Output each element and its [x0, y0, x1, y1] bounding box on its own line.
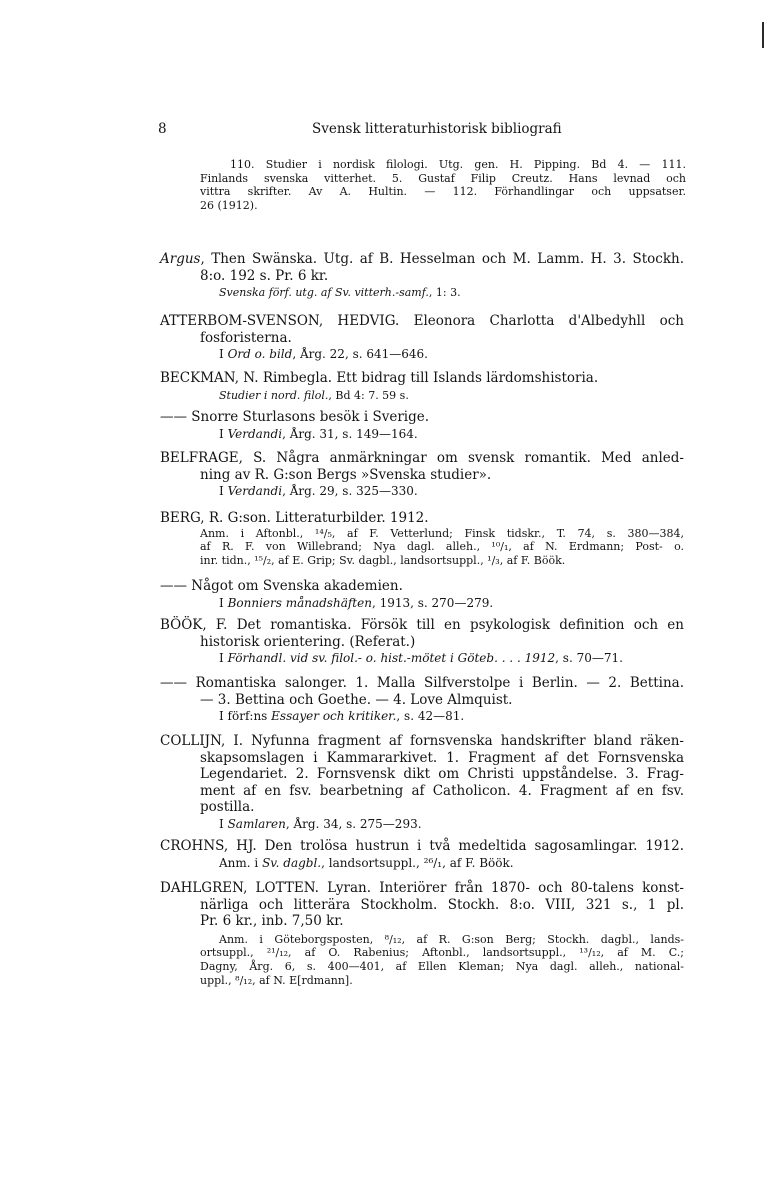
running-title: Svensk litteraturhistorisk bibliografi: [312, 121, 562, 137]
entry-atterbom-svenson: ATTERBOM-SVENSON, HEDVIG. Eleonora Charlotta d'Albedyhll och fosforisterna. I Ord o. bild, Årg. 22, s. 641—646.: [160, 313, 684, 362]
entry-book-romantiska: BÖÖK, F. Det romantiska. Försök till en psykologisk definition och en historisk orientering. (Referat.) I Förhandl. vid sv. filol.- o. hist.-mötet i Göteb. . . . 1912, s. 70—71.: [160, 617, 684, 666]
entry-continuation: 110. Studier i nordisk filologi. Utg. gen. H. Pipping. Bd 4. — 111. Finlands svenska vitterhet. 5. Gustaf Filip Creutz. Hans levnad och vittra skrifter. Av A. Hultin. — 112. Förhandlingar och uppsatser. 26 (1912).: [200, 158, 686, 212]
entry-crohns: CROHNS, HJ. Den trolösa hustrun i två medeltida sagosamlingar. 1912. Anm. i Sv. dagbl., landsortsuppl., ²⁶/₁, af F. Böök.: [160, 838, 684, 870]
entry-beckman-rimbegla: BECKMAN, N. Rimbegla. Ett bidrag till Islands lärdomshistoria. Studier i nord. filol., Bd 4: 7. 59 s.: [160, 370, 599, 402]
entry-collijn: COLLIJN, I. Nyfunna fragment af fornsvenska handskrifter bland räken- skapsomslagen i Kammararkivet. 1. Fragment af det Fornsvenska Legendariet. 2. Fornsvensk dikt om Christi uppståndelse. 3. Frag- ment af en fsv. bearbetning af Catholicon. 4. Fragment af en fsv. postilla. I Samlaren, Årg. 34, s. 275—293.: [160, 733, 684, 831]
page-number: 8: [158, 121, 167, 137]
page-header: [0, 121, 768, 141]
entry-beckman-snorre: —— Snorre Sturlasons besök i Sverige. I Verdandi, Årg. 31, s. 149—164.: [160, 409, 430, 441]
entry-berg-litteraturbilder: BERG, R. G:son. Litteraturbilder. 1912. Anm. i Aftonbl., ¹⁴/₅, af F. Vetterlund; Finsk tidskr., T. 74, s. 380—384, af R. F. von Willebrand; Nya dagl. alleh., ¹⁰/₁, af N. Erdmann; Post- o. inr. tidn., ¹⁵/₂, af E. Grip; Sv. dagbl., landsortsuppl., ¹/₃, af F. Böök.: [160, 510, 684, 567]
page-edge-mark: [762, 22, 764, 48]
entry-dahlgren: DAHLGREN, LOTTEN. Lyran. Interiörer från 1870- och 80-talens konst- närliga och litterära Stockholm. Stockh. 8:o. VIII, 321 s., 1 pl. Pr. 6 kr., inb. 7,50 kr. Anm. i Göteborgsposten, ⁸/₁₂, af R. G:son Berg; Stockh. dagbl., lands- ortsuppl., ²¹/₁₂, af O. Rabenius; Aftonbl., landsortsuppl., ¹³/₁₂, af M. C.; Dagny, Årg. 6, s. 400—401, af Ellen Kleman; Nya dagl. alleh., national- uppl., ⁸/₁₂, af N. E[rdmann].: [160, 880, 684, 987]
entry-belfrage: BELFRAGE, S. Några anmärkningar om svensk romantik. Med anled- ning av R. G:son Bergs »Svenska studier». I Verdandi, Årg. 29, s. 325—330.: [160, 450, 684, 499]
entry-book-salonger: —— Romantiska salonger. 1. Malla Silfverstolpe i Berlin. — 2. Bettina. — 3. Bettina och Goethe. — 4. Love Almquist. I förf:ns Essayer och kritiker., s. 42—81.: [160, 675, 684, 724]
entry-berg-akademien: —— Något om Svenska akademien. I Bonniers månadshäften, 1913, s. 270—279.: [160, 578, 494, 610]
entry-argus: Argus, Then Swänska. Utg. af B. Hesselman och M. Lamm. H. 3. Stockh. 8:o. 192 s. Pr. 6 kr. Svenska förf. utg. af Sv. vitterh.-samf., 1: 3.: [160, 251, 684, 300]
